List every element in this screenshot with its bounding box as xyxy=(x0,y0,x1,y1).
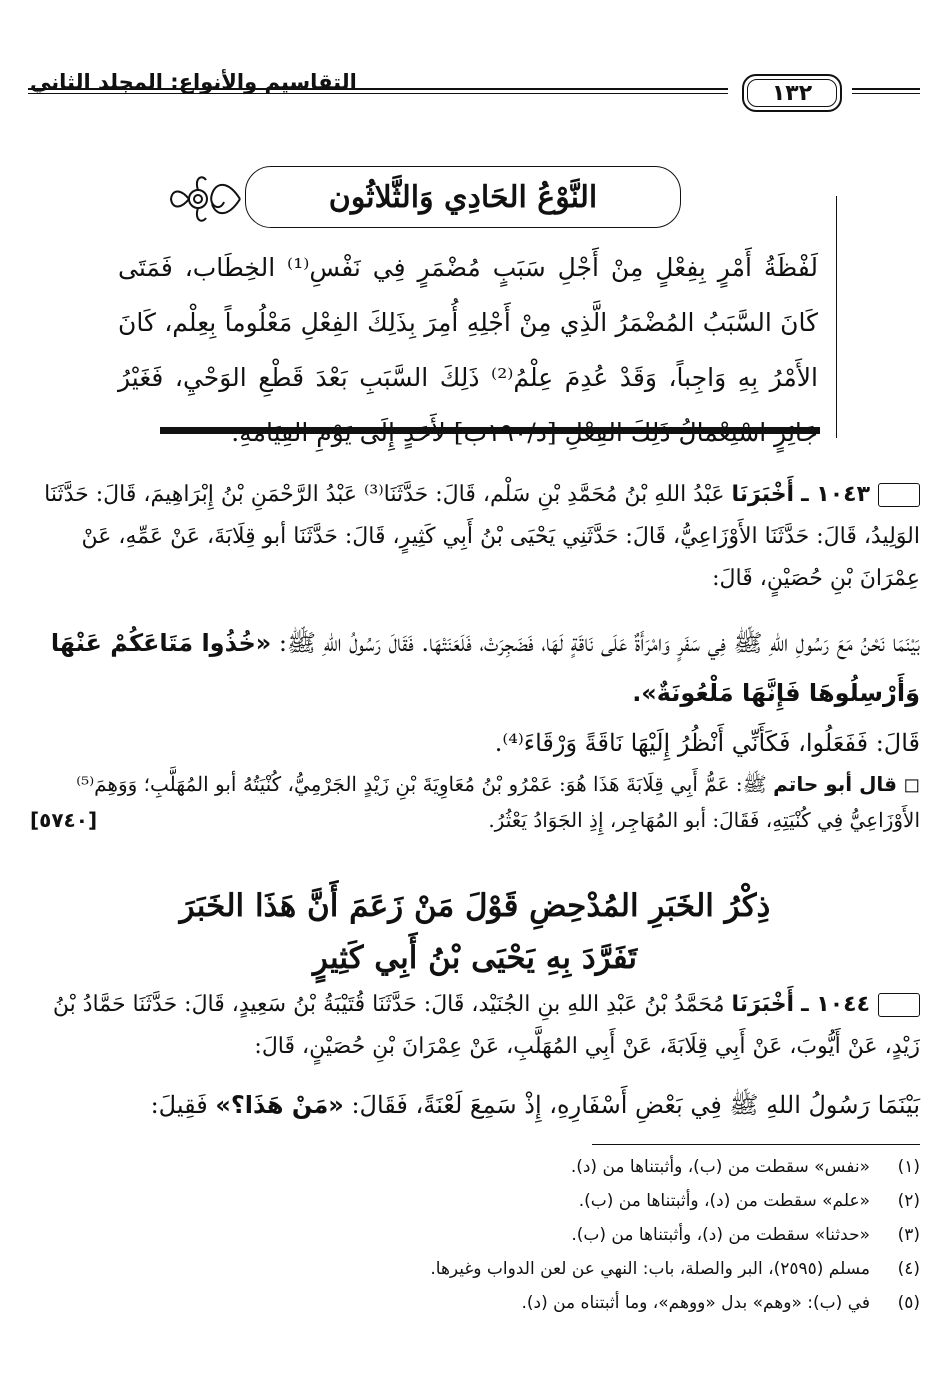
footnote-number: (٥) xyxy=(897,1293,920,1313)
section-definition: لَفْظَةُ أَمْرٍ بِفِعْلٍ مِنْ أَجْلِ سَبَبٍ مُضْمَرٍ فِي نَفْسِ⁽¹⁾ الخِطَاب، فَمَتَى كَانَ السَّبَبُ المُضْمَرُ الَّذِي مِنْ أَجْلِهِ أُمِرَ بِذَلِكَ الفِعْلِ مَعْلُوماً بِعِلْم، كَانَ الأَمْرُ بِهِ وَاجِباً، وَقَدْ عُدِمَ عِلْمُ⁽²⁾ ذَلِكَ السَّبَبِ بَعْدَ قَطْعِ الوَحْيِ، فَغَيْرُ جَائِزٍ اسْتِعْمَالُ ذَلِكَ الفِعْلِ [د/١٩٠ب] لأَحَدٍ إِلَى يَوْمِ القِيَامَةِ. xyxy=(118,253,819,447)
matn-text-2: قَالَ: فَفَعَلُوا، فَكَأَنِّي أَنْظُرُ إِلَيْهَا نَاقَةً وَرْقَاءَ⁽⁴⁾. xyxy=(494,729,920,757)
footnote-text: «نفس» سقطت من (ب)، وأثبتناها من (د). xyxy=(570,1157,870,1177)
chapter-heading xyxy=(30,880,920,984)
footnote-number: (١) xyxy=(897,1157,920,1177)
header-rule xyxy=(28,88,728,94)
footnotes xyxy=(230,1150,920,1320)
hadith-marker-icon xyxy=(878,993,920,1017)
header-rule-right xyxy=(852,88,920,94)
footnote xyxy=(230,1252,920,1286)
matn-end: فَقِيلَ: xyxy=(150,1091,208,1119)
hadith-1043-isnad xyxy=(30,474,920,600)
ornament-icon xyxy=(168,172,242,226)
square-icon: ◻ xyxy=(903,772,920,796)
hadith-1043-matn xyxy=(30,618,920,768)
page-number-text: ١٣٢ xyxy=(771,80,813,106)
page-number xyxy=(742,74,842,112)
isnad-text: عَبْدُ اللهِ بْنُ مُحَمَّدِ بْنِ سَلْم، قَالَ: حَدَّثَنَا⁽³⁾ عَبْدُ الرَّحْمَنِ بْنُ إِبْرَاهِيمَ، قَالَ: حَدَّثَنَا الوَلِيدُ، قَالَ: حَدَّثَنَا الأَوْزَاعِيُّ، قَالَ: حَدَّثَنِي يَحْيَى بْنُ أَبِي كَثِيرٍ، قَالَ: حَدَّثَنَا أبو قِلَابَةَ، عَنْ عَمِّهِ، عَنْ عِمْرَانَ بْنِ حُصَيْنٍ، قَالَ: xyxy=(44,482,920,591)
note-label: قال أبو حاتم xyxy=(773,772,898,796)
abu-hatim-note xyxy=(30,766,920,838)
hadith-marker-icon xyxy=(878,483,920,507)
footnote xyxy=(230,1218,920,1252)
prophetic-quote: «خُذُوا مَتَاعَكُمْ عَنْهَا وَأَرْسِلُوهَا فَإِنَّهَا مَلْعُونَةٌ». xyxy=(50,629,920,707)
hadith-reference: [٥٧٤٠] xyxy=(30,808,98,832)
footnote xyxy=(230,1150,920,1184)
footnote xyxy=(230,1286,920,1320)
footnote-text: مسلم (٢٥٩٥)، البر والصلة، باب: النهي عن لعن الدواب وغيرها. xyxy=(430,1259,870,1279)
footnote-text: «علم» سقطت من (د)، وأثبتناها من (ب). xyxy=(578,1191,870,1211)
chapter-heading-line-1: ذِكْرُ الخَبَرِ المُدْحِضِ قَوْلَ مَنْ زَعَمَ أَنَّ هَذَا الخَبَرَ xyxy=(179,888,771,924)
chapter-heading-line-2: تَفَرَّدَ بِهِ يَحْيَى بْنُ أَبِي كَثِيرٍ xyxy=(312,940,638,976)
footnote-number: (٤) xyxy=(897,1259,920,1279)
hadith-number: ١٠٤٤ ـ xyxy=(801,992,870,1017)
frame-right-border xyxy=(836,196,837,438)
matn-text: بَيْنَمَا رَسُولُ اللهِ ﷺ فِي بَعْضِ أَسْفَارِهِ، إِذْ سَمِعَ لَعْنَةً، فَقَالَ: xyxy=(351,1091,920,1119)
note-text: ﷺ: عَمُّ أَبِي قِلَابَةَ هَذَا هُوَ: عَمْرُو بْنُ مُعَاوِيَةَ بْنِ زَيْدٍ الجَرْمِيُّ، كُنْيَتُهُ أبو المُهَلَّبِ؛ وَوَهِمَ⁽⁵⁾ الأَوْزَاعِيُّ فِي كُنْيَتِهِ، فَقَالَ: أبو المُهَاجِر، إِذِ الجَوَادُ يَعْثُرُ. xyxy=(76,772,920,832)
section-title: النَّوْعُ الحَادِي وَالثَّلاثُون xyxy=(245,166,681,228)
hadith-1044-isnad xyxy=(30,984,920,1068)
footnote-number: (٣) xyxy=(897,1225,920,1245)
matn-text: بَيْنَمَا نَحْنُ مَعَ رَسُولِ اللهِ ﷺ فِي سَفَرٍ وَامْرَأَةٌ عَلَى نَاقَةٍ لَهَا، فَضَجِرَتْ، فَلَعَنَتْهَا. فَقَالَ رَسُولُ اللهِ ﷺ: xyxy=(278,629,920,657)
akhbarana: أَخْبَرَنَا xyxy=(731,482,795,507)
isnad-text: مُحَمَّدُ بْنُ عَبْدِ اللهِ بنِ الجُنَيْد، قَالَ: حَدَّثَنَا قُتَيْبَةُ بْنُ سَعِيدٍ، قَالَ: حَدَّثَنَا حَمَّادُ بْنُ زَيْدٍ، عَنْ أَيُّوبَ، عَنْ أَبِي قِلَابَةَ، عَنْ أَبِي المُهَلَّبِ، عَنْ عِمْرَانَ بْنِ حُصَيْنٍ، قَالَ: xyxy=(52,992,920,1059)
footnote-rule xyxy=(592,1144,920,1145)
hadith-1044-matn xyxy=(30,1080,920,1130)
footnote-text: في (ب): «وهم» بدل «ووهم»، وما أثبتناه من (د). xyxy=(521,1293,870,1313)
running-head: التقاسيم والأنواع: المجلد الثاني xyxy=(30,70,357,94)
akhbarana: أَخْبَرَنَا xyxy=(731,992,795,1017)
prophetic-quote: «مَنْ هَذَا؟» xyxy=(215,1091,344,1119)
hadith-number: ١٠٤٣ ـ xyxy=(801,482,870,507)
footnote-number: (٢) xyxy=(897,1191,920,1211)
footnote-text: «حدثنا» سقطت من (د)، وأثبتناها من (ب). xyxy=(571,1225,870,1245)
footnote xyxy=(230,1184,920,1218)
